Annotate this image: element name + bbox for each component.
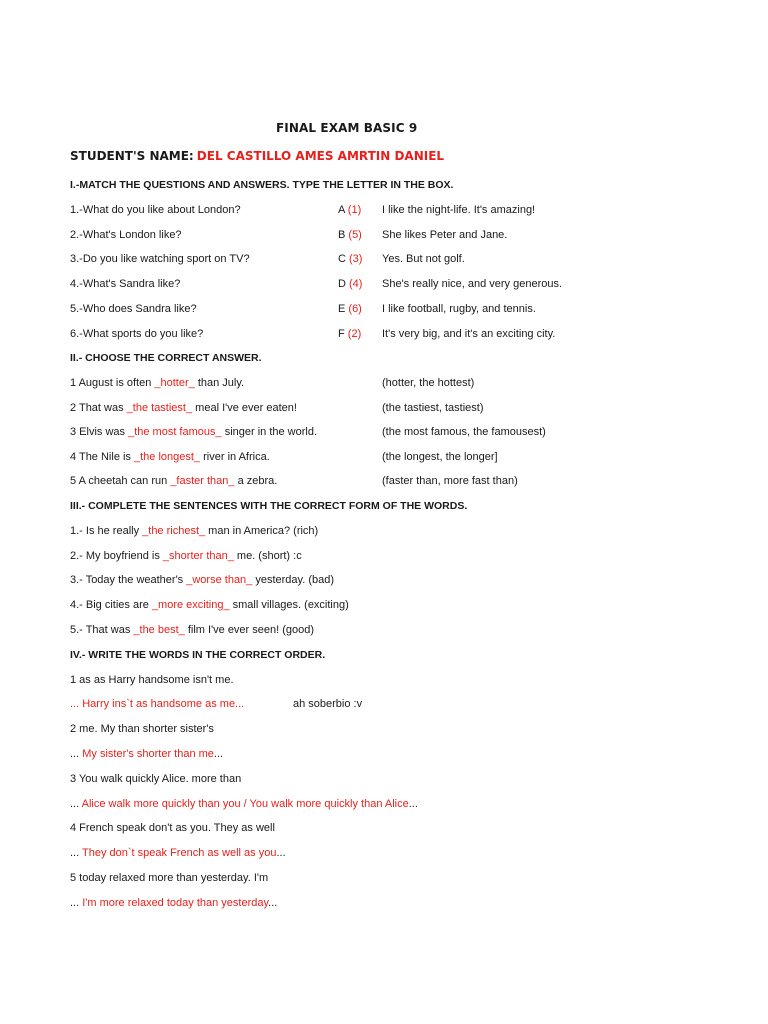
match-letter: B (5) — [338, 229, 362, 241]
complete-sentence: 1.- Is he really _the richest_ man in America? (rich) — [70, 525, 319, 537]
choose-sentence: 5 A cheetah can run _faster than_ a zebra. — [70, 475, 278, 487]
order-prompt: 5 today relaxed more than yesterday. I'm — [70, 872, 269, 884]
match-answer: It's very big, and it's an exciting city. — [382, 328, 556, 340]
complete-answer: _the best_ — [133, 624, 185, 636]
complete-sentence: 3.- Today the weather's _worse than_ yesterday. (bad) — [70, 574, 335, 586]
choose-options: (faster than, more fast than) — [382, 475, 518, 487]
match-letter: F (2) — [338, 328, 362, 340]
student-name-label: STUDENT'S NAME: — [70, 149, 194, 163]
order-answer-line — [70, 698, 244, 711]
match-answer: She likes Peter and Jane. — [382, 229, 508, 241]
order-answer: Alice walk more quickly than you / You walk more quickly than Alice — [79, 798, 409, 810]
order-prompt: 1 as as Harry handsome isn't me. — [70, 674, 234, 686]
complete-sentence: 5.- That was _the best_ film I've ever seen! (good) — [70, 624, 315, 636]
order-answer-line: ... My sister's shorter than me... — [70, 748, 224, 760]
section2-heading: II.- CHOOSE THE CORRECT ANSWER. — [70, 352, 262, 364]
order-answer-line: ... I'm more relaxed today than yesterday... — [70, 897, 278, 909]
match-question: 1.-What do you like about London? — [70, 204, 241, 216]
match-question: 2.-What's London like? — [70, 229, 182, 241]
match-answer: I like football, rugby, and tennis. — [382, 303, 536, 315]
choose-options: (the longest, the longer] — [382, 451, 498, 463]
order-answer-line: ... Alice walk more quickly than you / You walk more quickly than Alice... — [70, 798, 418, 810]
match-question: 6.-What sports do you like? — [70, 328, 204, 340]
section3-heading: III.- COMPLETE THE SENTENCES WITH THE CORRECT FORM OF THE WORDS. — [70, 500, 468, 512]
choose-options: (hotter, the hottest) — [382, 377, 475, 389]
order-prompt: 4 French speak don't as you. They as well — [70, 822, 275, 834]
order-prompt: 3 You walk quickly Alice. more than — [70, 773, 242, 785]
section4-heading: IV.- WRITE THE WORDS IN THE CORRECT ORDER. — [70, 649, 326, 661]
match-answer: I like the night-life. It's amazing! — [382, 204, 536, 216]
complete-answer: _shorter than_ — [162, 550, 234, 562]
match-letter: A (1) — [338, 204, 362, 216]
section1-heading: I.-MATCH THE QUESTIONS AND ANSWERS. TYPE THE LETTER IN THE BOX. — [70, 179, 454, 191]
complete-answer: _more exciting_ — [151, 599, 230, 611]
complete-answer: _worse than_ — [186, 574, 253, 586]
choose-answer: _hotter_ — [154, 377, 195, 389]
choose-sentence: 4 The Nile is _the longest_ river in Africa. — [70, 451, 270, 463]
choose-answer: _the longest_ — [134, 451, 201, 463]
choose-answer: _the tastiest_ — [126, 402, 193, 414]
student-note: ah soberbio :v — [293, 698, 363, 710]
complete-answer: _the richest_ — [142, 525, 206, 537]
match-question: 3.-Do you like watching sport on TV? — [70, 253, 250, 265]
choose-answer: _the most famous_ — [128, 426, 222, 438]
choose-sentence: 1 August is often _hotter_ than July. — [70, 377, 245, 389]
match-answer: Yes. But not golf. — [382, 253, 465, 265]
student-name-line — [70, 150, 444, 164]
match-letter: E (6) — [338, 303, 362, 315]
match-question: 5.-Who does Sandra like? — [70, 303, 197, 315]
student-name-value: DEL CASTILLO AMES AMRTIN DANIEL — [196, 149, 445, 163]
order-answer: ... Harry ins`t as handsome as me... — [70, 698, 245, 710]
order-answer: I'm more relaxed today than yesterday — [79, 897, 269, 909]
choose-sentence: 2 That was _the tastiest_ meal I've ever eaten! — [70, 402, 297, 414]
complete-sentence: 4.- Big cities are _more exciting_ small villages. (exciting) — [70, 599, 349, 611]
choose-options: (the tastiest, tastiest) — [382, 402, 484, 414]
match-answer: She's really nice, and very generous. — [382, 278, 563, 290]
match-letter: D (4) — [338, 278, 363, 290]
order-prompt: 2 me. My than shorter sister's — [70, 723, 214, 735]
choose-answer: _faster than_ — [170, 475, 235, 487]
exam-title: FINAL EXAM BASIC 9 — [276, 121, 418, 135]
match-question: 4.-What's Sandra like? — [70, 278, 181, 290]
order-answer-line: ... They don`t speak French as well as you... — [70, 847, 286, 859]
order-answer: My sister's shorter than me — [79, 748, 214, 760]
choose-options: (the most famous, the famousest) — [382, 426, 546, 438]
choose-sentence: 3 Elvis was _the most famous_ singer in the world. — [70, 426, 318, 438]
match-letter: C (3) — [338, 253, 363, 265]
complete-sentence: 2.- My boyfriend is _shorter than_ me. (short) :c — [70, 550, 302, 562]
order-answer: They don`t speak French as well as you — [79, 847, 277, 859]
